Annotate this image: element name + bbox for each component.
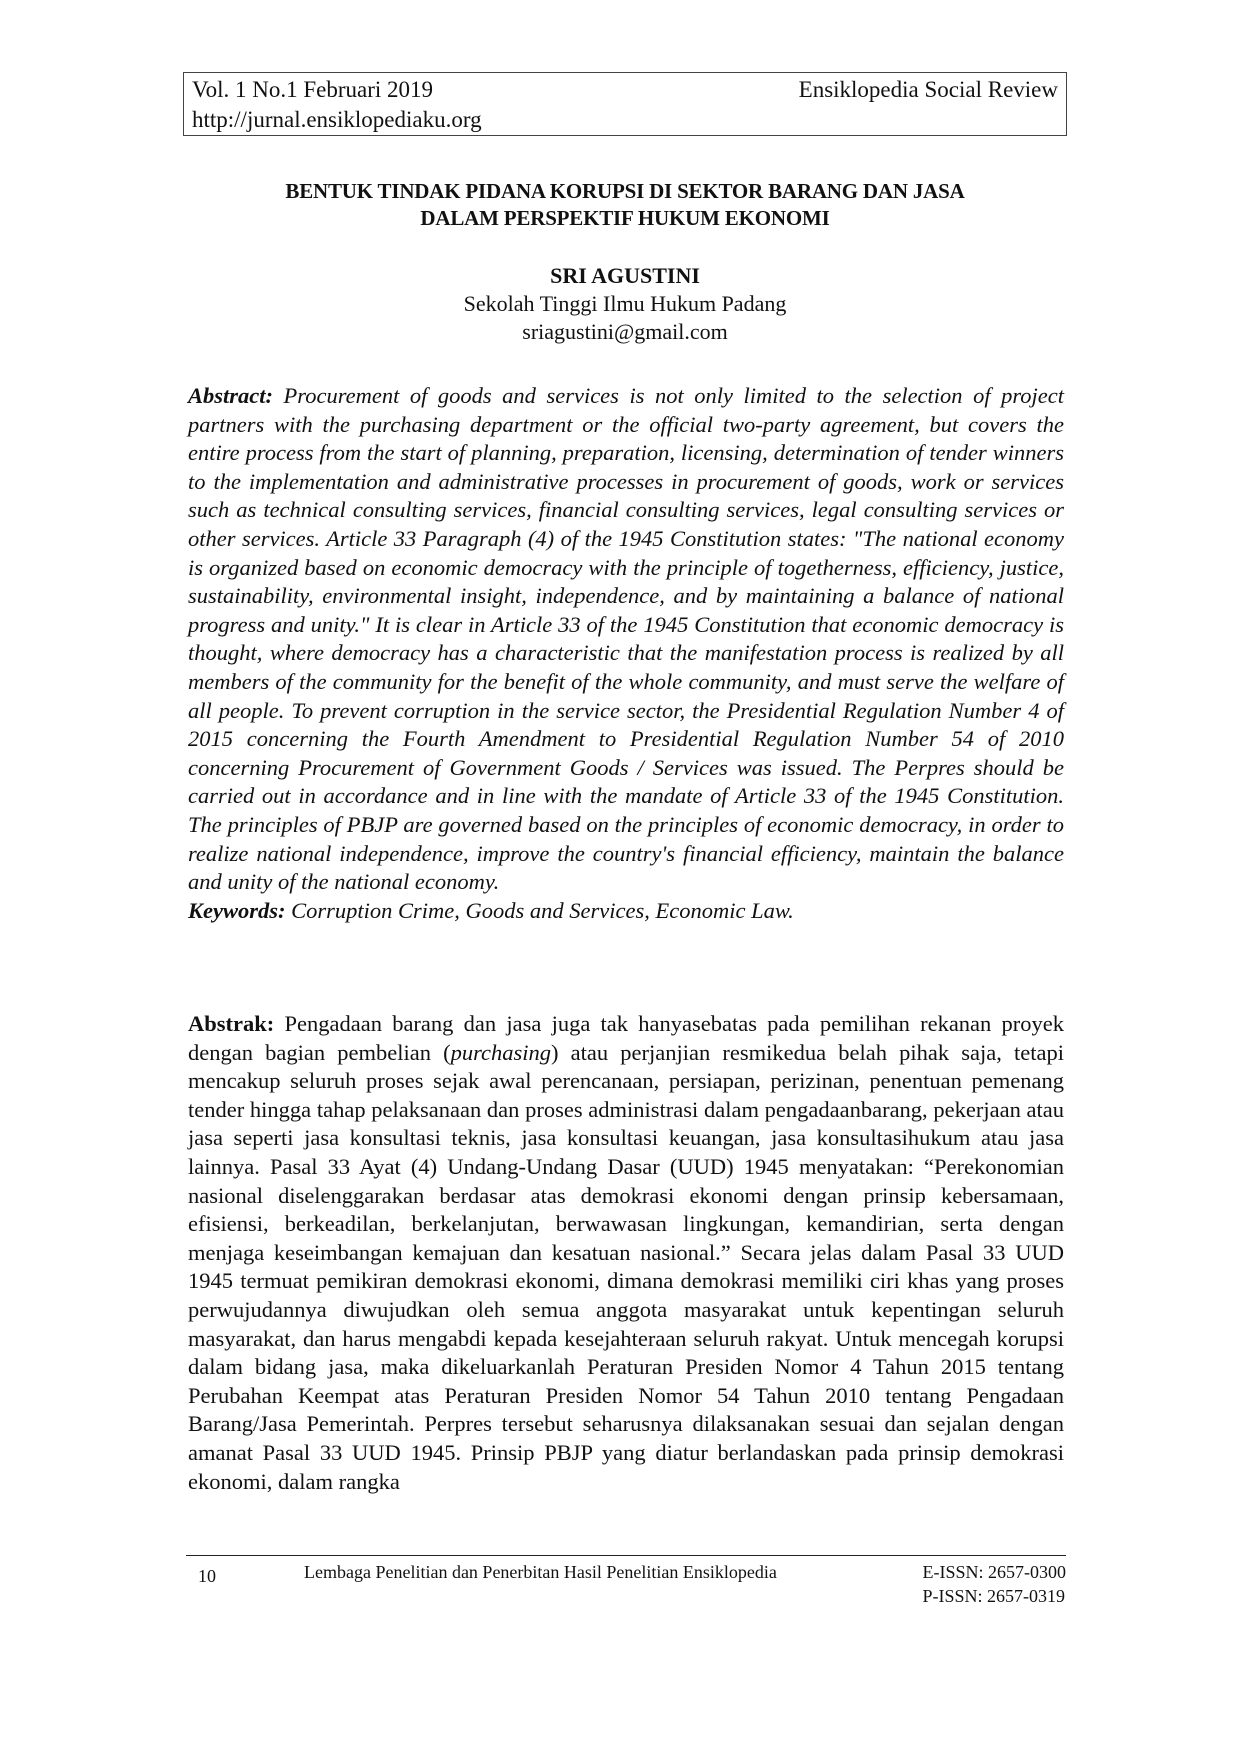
publisher-name: Lembaga Penelitian dan Penerbitan Hasil Penelitian Ensiklopedia — [304, 1562, 777, 1582]
keywords — [188, 897, 1064, 926]
abstract-en-paragraph — [188, 382, 1064, 897]
abstract-id-text-2: ) atau perjanjian resmikedua belah pihak saja, tetapi mencakup seluruh proses sejak awal perencanaan, persiapan, perizinan, penentuan pemenang tender hingga tahap pelaksanaan dan proses administrasi dalam pengadaanbarang, pekerjaan atau jasa seperti jasa konsultasi teknis, jasa konsultasi keuangan, jasa konsultasihukum atau jasa lainnya. Pasal 33 Ayat (4) Undang-Undang Dasar (UUD) 1945 menyatakan: “Perekonomian nasional diselenggarakan berdasar atas demokrasi ekonomi dengan prinsip kebersamaan, efisiensi, berkeadilan, berkelanjutan, berwawasan lingkungan, kemandirian, serta dengan menjaga keseimbangan kemajuan dan kesatuan nasional.” Secara jelas dalam Pasal 33 UUD 1945 termuat pemikiran demokrasi ekonomi, dimana demokrasi memiliki ciri khas yang proses perwujudannya diwujudkan oleh semua anggota masyarakat untuk kepentingan seluruh masyarakat, dan harus mengabdi kepada kesejahteraan seluruh rakyat. Untuk mencegah korupsi dalam bidang jasa, maka dikeluarkanlah Peraturan Presiden Nomor 4 Tahun 2015 tentang Perubahan Keempat atas Peraturan Presiden Nomor 54 Tahun 2010 tentang Pengadaan Barang/Jasa Pemerintah. Perpres tersebut seharusnya dilaksanakan sesuai dan sejalan dengan amanat Pasal 33 UUD 1945. Prinsip PBJP yang diatur berlandaskan pada prinsip demokrasi ekonomi, dalam rangka — [188, 1039, 1064, 1494]
issn-block — [923, 1560, 1067, 1608]
keywords-text: Corruption Crime, Goods and Services, Economic Law. — [291, 897, 794, 923]
abstract-indonesian — [188, 1010, 1064, 1496]
author-name: SRI AGUSTINI — [550, 263, 700, 288]
p-issn: P-ISSN: 2657-0319 — [922, 1586, 1066, 1606]
title-line-2: DALAM PERSPEKTIF HUKUM EKONOMI — [420, 206, 830, 230]
volume-issue: Vol. 1 No.1 Februari 2019 — [192, 77, 434, 102]
abstract-en-label: Abstract: — [188, 383, 274, 408]
journal-name: Ensiklopedia Social Review — [798, 77, 1058, 102]
abstract-en-text: Procurement of goods and services is not only limited to the selection of project partners with the purchasing department or the official two-party agreement, but covers the entire process from the start of planning, preparation, licensing, determination of tender winners to the implementation and administrative processes in procurement of goods, work or services such as technical consulting services, financial consulting services, legal consulting services or other services. Article 33 Paragraph (4) of the 1945 Constitution states: "The national economy is organized based on economic democracy with the principle of togetherness, efficiency, justice, sustainability, environmental insight, independence, and by maintaining a balance of national progress and unity." It is clear in Article 33 of the 1945 Constitution that economic democracy is thought, where democracy has a characteristic that the manifestation process is realized by all members of the community for the benefit of the whole community, and must serve the welfare of all people. To prevent corruption in the service sector, the Presidential Regulation Number 4 of 2015 concerning the Fourth Amendment to Presidential Regulation Number 54 of 2010 concerning Procurement of Government Goods / Services was issued. The Perpres should be carried out in accordance and in line with the mandate of Article 33 of the 1945 Constitution. The principles of PBJP are governed based on the principles of economic democracy, in order to realize national independence, improve the country's financial efficiency, maintain the balance and unity of the national economy. — [188, 383, 1064, 895]
header-row — [192, 75, 1058, 105]
abstract-id-label: Abstrak: — [188, 1011, 275, 1036]
running-header — [183, 72, 1067, 136]
journal-url[interactable]: http://jurnal.ensiklopediaku.org — [192, 107, 482, 132]
author-affiliation: Sekolah Tinggi Ilmu Hukum Padang — [463, 291, 787, 316]
keywords-label: Keywords: — [188, 897, 286, 923]
title-line-1: BENTUK TINDAK PIDANA KORUPSI DI SEKTOR BARANG DAN JASA — [285, 179, 965, 203]
footer-divider — [186, 1555, 1066, 1556]
paper-title — [183, 178, 1067, 232]
abstract-id-italic-term: purchasing — [450, 1039, 552, 1065]
abstract-english — [188, 382, 1064, 925]
author-email[interactable]: sriagustini@gmail.com — [522, 319, 728, 344]
abstract-id-text-1: Pengadaan barang dan jasa juga tak hanyasebatas pada pemilihan rekanan proyek dengan bagian pembelian ( — [188, 1011, 1064, 1065]
page-number: 10 — [198, 1566, 216, 1586]
author-block — [183, 262, 1067, 346]
e-issn: E-ISSN: 2657-0300 — [922, 1562, 1066, 1582]
